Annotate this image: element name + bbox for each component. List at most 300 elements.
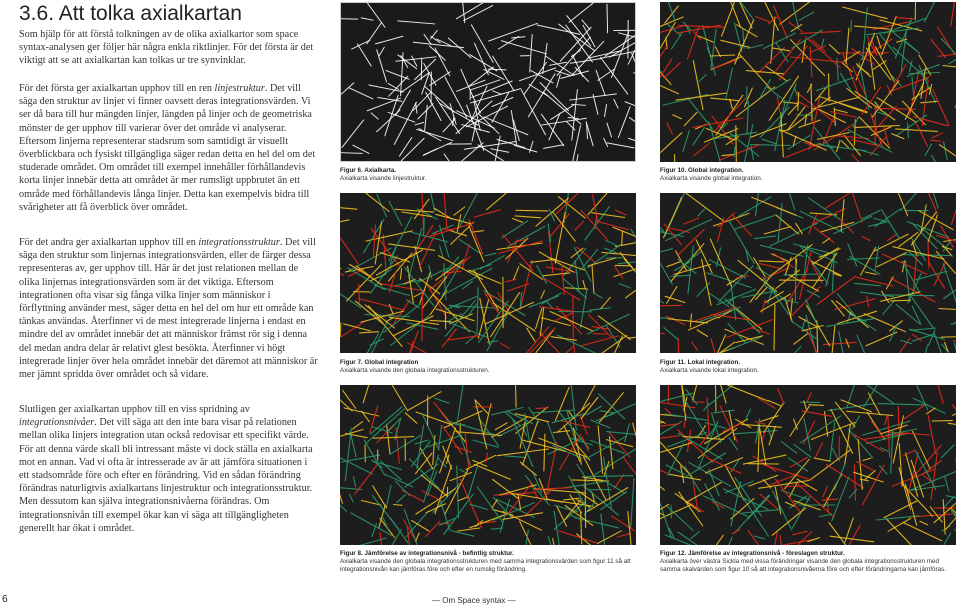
axial-line xyxy=(925,144,931,156)
axial-line xyxy=(914,117,948,126)
axial-line xyxy=(815,228,834,243)
axial-line xyxy=(541,291,545,298)
axial-line xyxy=(809,405,824,406)
axial-line xyxy=(754,536,765,539)
axial-line xyxy=(386,318,393,322)
figure-8-caption xyxy=(340,550,636,574)
axial-line xyxy=(434,208,452,219)
axial-line xyxy=(930,507,942,522)
figure-6-text: Axialkarta visande linjestruktur. xyxy=(340,175,427,182)
axial-line xyxy=(502,221,528,238)
axial-line xyxy=(666,220,712,241)
axial-line xyxy=(615,210,626,215)
axial-line xyxy=(876,516,919,520)
axial-line xyxy=(430,320,451,321)
axial-line xyxy=(692,342,698,351)
axial-line xyxy=(687,483,722,503)
axial-line xyxy=(780,46,807,79)
axial-line xyxy=(499,241,542,253)
axial-line xyxy=(669,228,690,233)
intro-paragraph: Som hjälp för att förstå tolkningen av de olika axialkartor som space syntax-analysen ger följer här några enkla riktlinjer. För det första är det viktigt att se att axialkartan kan tolkas ur tre synvinklar. xyxy=(19,29,314,67)
axial-line xyxy=(878,404,926,405)
axial-line xyxy=(485,253,496,256)
axial-line xyxy=(715,385,716,411)
axial-line xyxy=(699,75,706,81)
axial-line xyxy=(795,266,796,301)
figure-7-caption xyxy=(340,359,636,375)
axial-line xyxy=(340,284,361,308)
axial-line xyxy=(755,421,765,424)
axial-line xyxy=(862,211,880,219)
axial-line xyxy=(771,17,775,63)
axial-line xyxy=(730,2,741,27)
axial-line xyxy=(711,98,739,101)
axial-line xyxy=(345,428,351,481)
axial-line xyxy=(373,437,413,439)
axial-line xyxy=(943,66,956,68)
axial-line xyxy=(505,456,526,457)
axial-line xyxy=(377,110,400,132)
axial-line xyxy=(660,23,675,57)
axial-line xyxy=(340,268,341,270)
axial-line xyxy=(487,193,512,210)
axial-line xyxy=(543,43,547,73)
axial-line xyxy=(388,83,399,89)
axial-line xyxy=(691,532,699,539)
figure-10-caption xyxy=(660,167,956,183)
axial-line xyxy=(575,221,584,230)
axial-line xyxy=(664,63,680,78)
axial-line xyxy=(618,107,630,138)
axial-line xyxy=(631,479,634,529)
axial-line xyxy=(837,141,841,152)
axial-line xyxy=(344,324,371,331)
axial-line xyxy=(776,43,787,62)
axial-line xyxy=(596,221,629,230)
axial-line xyxy=(536,309,542,329)
axial-line xyxy=(486,453,488,461)
axial-line xyxy=(762,300,765,313)
axial-line xyxy=(752,197,797,215)
axial-line xyxy=(492,98,513,107)
axial-line xyxy=(487,312,509,351)
axial-line xyxy=(774,79,791,90)
figure-10-global-integration-map xyxy=(660,2,956,162)
axial-line xyxy=(628,336,636,338)
axial-line xyxy=(405,413,417,423)
axial-line xyxy=(361,18,373,20)
axial-line xyxy=(416,412,450,424)
axial-line xyxy=(660,422,664,433)
axial-line xyxy=(660,484,664,490)
axial-line xyxy=(528,74,555,117)
axial-line xyxy=(599,393,623,422)
axial-line xyxy=(625,424,630,442)
axial-line xyxy=(943,500,945,535)
axial-line xyxy=(949,54,956,64)
axial-line xyxy=(582,385,596,410)
axial-line xyxy=(389,201,402,225)
axial-line xyxy=(424,218,425,236)
axial-line xyxy=(909,293,934,329)
axial-line xyxy=(353,145,369,153)
axial-line xyxy=(512,218,522,222)
axial-line xyxy=(660,279,664,303)
axial-line xyxy=(948,423,956,425)
axial-line xyxy=(531,259,557,262)
axial-line xyxy=(460,3,464,23)
figure-12-caption xyxy=(660,550,956,574)
axial-line xyxy=(758,429,759,472)
axial-line xyxy=(409,228,422,278)
axial-line xyxy=(491,149,509,152)
axial-line xyxy=(889,193,908,216)
axial-line xyxy=(354,477,356,487)
axial-line xyxy=(514,267,519,280)
axial-line xyxy=(684,112,697,126)
axial-line xyxy=(577,465,588,482)
axial-line xyxy=(348,268,385,290)
axial-line xyxy=(540,83,568,111)
axial-line xyxy=(820,514,832,516)
axial-line xyxy=(493,136,501,161)
axial-line xyxy=(394,102,416,144)
axial-line xyxy=(822,39,824,47)
axial-line xyxy=(424,34,431,44)
axial-line xyxy=(551,337,576,341)
axial-line xyxy=(489,23,538,41)
axial-line xyxy=(722,2,738,36)
axial-line xyxy=(779,539,814,545)
axial-line xyxy=(807,393,811,402)
axial-line xyxy=(734,147,735,157)
axial-line xyxy=(457,385,463,422)
axial-line xyxy=(497,243,542,250)
axial-line xyxy=(417,209,437,219)
axial-line xyxy=(684,398,708,438)
axial-line xyxy=(660,231,662,235)
axial-line xyxy=(607,143,634,148)
figure-7-text: Axialkarta visande den globala integrationsstrukturen. xyxy=(340,367,490,374)
axial-line xyxy=(784,102,798,103)
axial-line xyxy=(862,236,870,240)
figure-6-title: Figur 6. Axialkarta. xyxy=(340,167,397,174)
axial-line xyxy=(913,398,945,413)
axial-line xyxy=(525,476,549,506)
axial-line xyxy=(431,30,438,38)
axial-line xyxy=(343,391,356,409)
axial-line xyxy=(515,385,516,407)
axial-line xyxy=(808,198,839,219)
axial-line xyxy=(903,522,942,540)
axial-line xyxy=(402,490,424,501)
axial-line xyxy=(675,155,676,162)
axial-line xyxy=(340,323,341,337)
axial-line xyxy=(617,533,631,537)
axial-line xyxy=(414,292,423,297)
axial-line xyxy=(501,343,510,348)
axial-line xyxy=(822,499,837,500)
axial-line xyxy=(660,424,679,428)
axial-line xyxy=(660,2,675,20)
figure-11-title: Figur 11. Lokal integration. xyxy=(660,359,741,366)
axial-line xyxy=(477,487,502,523)
axial-line xyxy=(448,38,471,58)
axial-line xyxy=(726,68,733,99)
axial-line xyxy=(660,333,664,335)
axial-line xyxy=(888,235,896,241)
axial-line xyxy=(816,442,823,457)
figure-11-caption xyxy=(660,359,956,375)
figure-6-axial-map xyxy=(340,2,636,162)
axial-line xyxy=(389,272,395,292)
axial-line xyxy=(575,260,579,291)
axial-line xyxy=(474,464,510,479)
axial-line xyxy=(794,334,808,345)
axial-line xyxy=(543,273,570,276)
axial-line xyxy=(877,253,906,267)
axial-line xyxy=(685,252,701,264)
axial-line xyxy=(436,260,464,280)
axial-line xyxy=(747,45,762,49)
axial-line xyxy=(340,231,358,264)
axial-line xyxy=(456,101,492,134)
axial-line xyxy=(454,207,465,215)
axial-line xyxy=(426,92,441,120)
axial-line xyxy=(693,127,705,145)
axial-line xyxy=(903,406,925,420)
axial-line xyxy=(571,248,583,257)
axial-line xyxy=(955,530,956,545)
axial-line xyxy=(709,469,719,496)
paragraph-integrationsstruktur: För det andra ger axialkartan upphov till en integrationsstruktur. Det vill säga den struktur som linjernas integrationsvärden, eller de färger dessa representeras av, ger upphov till. Här är det just relationen mellan de olika linjernas integrationsvärden som är det viktiga. Eftersom integrationen ofta visar sig fånga vilka linjer som människor i förflyttning använder mest, säger detta en hel del om hur ett område kan tänkas användas. Återfinner vi de mest integrerade linjerna i endast en mindre del av området innebär det att människor främst rör sig i denna del medan andra delar är relativt glest besökta. Återfinner vi högt integrerade linjer över hela området innebär det däremot att människor är mer jämnt spridda över området och så vidare. xyxy=(19,237,318,381)
axial-line xyxy=(852,154,881,162)
axial-line xyxy=(678,338,679,353)
axial-line xyxy=(919,345,928,353)
axial-line xyxy=(359,284,360,303)
axial-line xyxy=(352,40,370,49)
axial-line xyxy=(717,218,724,242)
axial-line xyxy=(845,424,851,464)
axial-line xyxy=(764,2,779,30)
axial-line xyxy=(667,287,677,304)
axial-line xyxy=(896,129,938,132)
axial-line xyxy=(848,244,857,266)
axial-line xyxy=(342,120,364,148)
axial-line xyxy=(781,113,784,157)
axial-line xyxy=(660,443,692,455)
axial-line xyxy=(908,123,909,138)
axial-line xyxy=(457,215,460,232)
emphasis-linjestruktur: linjestruktur xyxy=(214,83,265,94)
axial-line xyxy=(842,141,849,148)
axial-line xyxy=(508,240,517,262)
axial-line xyxy=(557,74,561,87)
axial-line xyxy=(415,122,424,125)
axial-line xyxy=(673,115,682,119)
axial-line xyxy=(891,430,893,474)
axial-line xyxy=(899,468,911,510)
axial-line xyxy=(835,402,855,427)
axial-line xyxy=(463,281,473,288)
axial-line xyxy=(592,265,594,294)
axial-line xyxy=(911,238,925,261)
axial-line xyxy=(341,152,362,154)
axial-line xyxy=(763,33,795,49)
axial-line xyxy=(746,71,783,74)
page-number: 6 xyxy=(2,594,8,605)
axial-line xyxy=(674,264,711,274)
axial-line xyxy=(435,398,449,403)
axial-line xyxy=(634,73,635,86)
axial-line xyxy=(503,235,533,271)
figure-12-comparison-proposed-map xyxy=(660,385,956,545)
axial-line xyxy=(660,436,680,440)
axial-line xyxy=(518,495,521,510)
axial-line xyxy=(780,535,785,545)
axial-line xyxy=(954,343,956,353)
axial-line xyxy=(605,105,607,117)
axial-line xyxy=(830,536,874,542)
axial-line xyxy=(572,90,578,141)
axial-line xyxy=(772,508,806,535)
axial-line xyxy=(898,407,899,429)
axial-line xyxy=(872,81,899,117)
axial-line xyxy=(694,143,710,156)
axial-line xyxy=(925,2,935,22)
axial-line xyxy=(852,416,859,429)
axial-line xyxy=(353,422,363,429)
axial-line xyxy=(921,101,937,103)
axial-line xyxy=(829,523,859,546)
axial-line xyxy=(930,533,950,545)
axial-line xyxy=(384,304,421,332)
axial-line xyxy=(439,425,442,450)
axial-line xyxy=(793,531,808,535)
axial-line xyxy=(693,385,700,400)
axial-line xyxy=(456,432,502,436)
axial-line xyxy=(823,238,830,243)
axial-line xyxy=(529,296,558,307)
axial-line xyxy=(537,25,580,34)
axial-line xyxy=(448,336,480,340)
page-footer: — Om Space syntax — xyxy=(432,596,516,605)
axial-line xyxy=(932,133,943,138)
axial-line xyxy=(710,239,731,286)
axial-line xyxy=(615,267,623,279)
axial-line xyxy=(785,486,808,487)
axial-line xyxy=(379,47,384,56)
axial-line xyxy=(855,283,881,285)
axial-line xyxy=(778,389,784,404)
axial-line xyxy=(789,22,802,31)
axial-line xyxy=(458,497,468,501)
axial-line xyxy=(443,119,455,132)
axial-line xyxy=(709,385,748,405)
axial-line xyxy=(361,311,404,322)
axial-line xyxy=(471,86,487,120)
axial-line xyxy=(909,73,940,74)
axial-line xyxy=(408,392,441,410)
axial-line xyxy=(499,36,519,49)
axial-line xyxy=(415,59,436,79)
axial-line xyxy=(714,60,736,68)
axial-line xyxy=(417,129,453,140)
figure-8-title: Figur 8. Jämförelse av integrationsnivå - befintlig struktur. xyxy=(340,550,514,557)
axial-line xyxy=(355,465,377,494)
axial-line xyxy=(572,41,604,75)
axial-line xyxy=(435,48,450,76)
axial-line xyxy=(389,305,393,315)
axial-line xyxy=(444,154,461,161)
axial-line xyxy=(480,299,489,344)
axial-line xyxy=(931,452,937,500)
axial-line xyxy=(788,135,810,149)
axial-line xyxy=(853,118,858,128)
axial-line xyxy=(928,215,937,242)
axial-line xyxy=(860,292,893,297)
axial-line xyxy=(685,193,724,221)
axial-line xyxy=(689,317,718,330)
figure-10-text: Axialkarta visande global integration. xyxy=(660,175,763,182)
axial-line xyxy=(440,428,456,473)
axial-line xyxy=(478,145,503,161)
paragraph-linjestruktur: För det första ger axialkartan upphov till en ren linjestruktur. Det vill säga den struktur av linjer vi finner oavsett deras integrationsvärden. Vi ser då bara till hur mängden linjer, längden på linjer och de geometriska mönster de ger upphov till varierar över det område vi analyserar. Eftersom linjerna representerar stadsrum som samtidigt är visuellt överblickbara och fysiskt tillgängliga säger redan detta en hel del om det studerade området. Om området till exempel innehåller förhållandevis korta linjer innebär detta att området är mer rumsligt uppbrutet än ett område med förhållandevis långa linjer. Detta kan exempelvis bidra till svårigheter att få överblick över området. xyxy=(19,83,316,213)
axial-line xyxy=(546,301,552,308)
axial-line xyxy=(711,29,716,68)
axial-line xyxy=(660,251,672,284)
axial-line xyxy=(825,193,854,208)
axial-line xyxy=(457,466,459,518)
axial-line xyxy=(856,33,875,80)
axial-line xyxy=(885,416,887,424)
axial-line xyxy=(623,457,636,477)
axial-line xyxy=(412,521,429,531)
axial-line xyxy=(406,331,418,353)
axial-line xyxy=(953,393,956,415)
axial-line xyxy=(462,244,469,269)
axial-line xyxy=(710,55,734,56)
figure-11-local-integration-map xyxy=(660,193,956,353)
axial-line xyxy=(386,71,409,80)
axial-line xyxy=(556,313,573,321)
axial-line xyxy=(765,227,791,234)
axial-line xyxy=(622,231,623,245)
axial-line xyxy=(835,465,845,490)
axial-line xyxy=(445,77,467,117)
section-heading: 3.6. Att tolka axialkartan xyxy=(19,2,242,25)
axial-line xyxy=(693,61,703,110)
axial-line xyxy=(713,537,732,545)
axial-line xyxy=(536,408,547,409)
axial-line xyxy=(705,419,748,443)
axial-line xyxy=(665,535,708,545)
axial-line xyxy=(422,277,447,308)
axial-line xyxy=(516,210,548,211)
axial-line xyxy=(853,194,862,223)
axial-line xyxy=(571,50,580,57)
axial-line xyxy=(774,305,775,351)
axial-line xyxy=(802,411,832,416)
axial-line xyxy=(632,53,635,83)
axial-line xyxy=(660,469,667,473)
axial-line xyxy=(598,69,614,80)
axial-line xyxy=(863,465,885,505)
axial-line xyxy=(755,236,776,239)
axial-line xyxy=(953,405,956,413)
axial-line xyxy=(422,292,423,341)
axial-line xyxy=(743,509,782,513)
